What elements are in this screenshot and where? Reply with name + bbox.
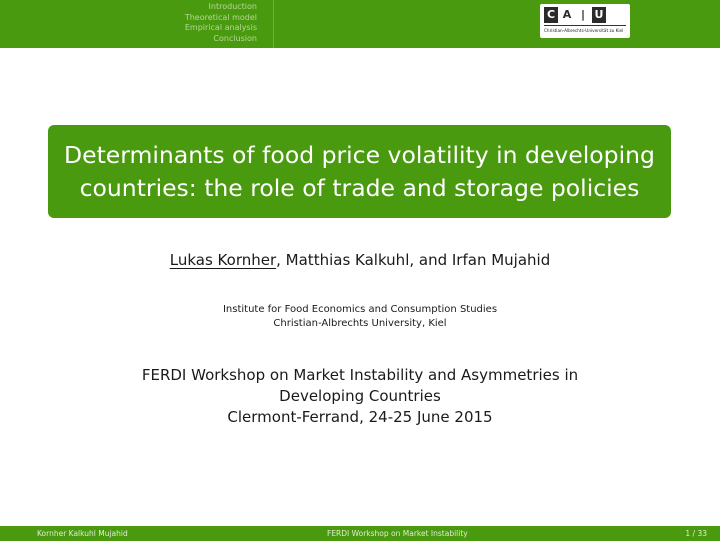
title-block <box>48 125 671 218</box>
university-logo <box>540 4 630 38</box>
institute-block <box>0 303 720 331</box>
logo-rule <box>544 25 626 26</box>
logo-letter-u: U <box>592 7 606 23</box>
title-line-1: Determinants of food price volatility in developing <box>64 140 655 169</box>
presenter-name: Lukas Kornher <box>169 251 277 269</box>
logo-letter-c: C <box>544 7 558 23</box>
logo-separator: | <box>576 7 590 23</box>
footer-bar <box>0 526 720 541</box>
event-block <box>0 365 720 428</box>
nav-item-theoretical-model[interactable]: Theoretical model <box>184 12 257 22</box>
footer-authors: Kornher Kalkuhl Mujahid <box>37 529 128 538</box>
logo-caption: Christian-Albrechts-Universität zu Kiel <box>544 28 624 33</box>
event-line-1: FERDI Workshop on Market Instability and Asymmetries in <box>141 366 579 384</box>
nav-divider <box>273 0 274 48</box>
event-line-3: Clermont-Ferrand, 24-25 June 2015 <box>227 408 493 426</box>
logo-letters <box>544 7 606 23</box>
title-line-2: countries: the role of trade and storage policies <box>79 173 640 202</box>
author-list <box>0 251 720 269</box>
page-number: 1 / 33 <box>685 529 707 538</box>
section-navigation <box>0 2 272 44</box>
nav-item-empirical-analysis[interactable]: Empirical analysis <box>184 23 257 32</box>
institute-line-2: Christian-Albrechts University, Kiel <box>273 318 447 329</box>
logo-letter-a: A <box>560 7 574 23</box>
coauthors: , Matthias Kalkuhl, and Irfan Mujahid <box>276 251 551 269</box>
nav-item-conclusion[interactable]: Conclusion <box>213 33 257 43</box>
header-bar <box>0 0 720 48</box>
nav-item-introduction[interactable]: Introduction <box>208 2 257 11</box>
footer-event: FERDI Workshop on Market Instability <box>327 529 468 538</box>
institute-line-1: Institute for Food Economics and Consumption Studies <box>222 304 498 315</box>
event-line-2: Developing Countries <box>279 387 441 405</box>
